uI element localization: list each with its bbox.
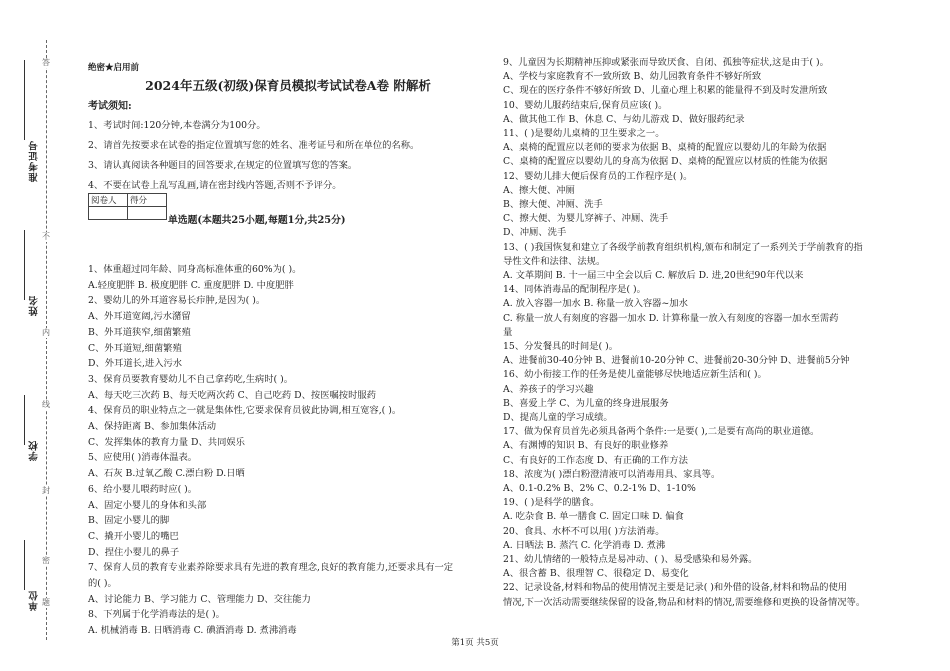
page-footer: 第1页 共5页 [451,638,499,648]
question-line: A、学校与家庭教育不一致所致 B、幼儿园教育条件不够好所致 [503,71,762,83]
question-line: 22、记录设备,材料和物品的使用情况主要是记录( )和外借的设备,材料和物品的使用 [503,582,848,594]
exam-number-label: 准考证号 [29,140,40,182]
question-line: C、有良好的工作态度 D、有正确的工作方法 [503,454,688,466]
grader-table [88,193,167,220]
seal-mark: 题 [42,598,50,607]
question-line: A、固定小婴儿的身体和头部 [88,499,207,511]
question-line: 16、幼小衔接工作的任务是使儿童能够尽快地适应新生活和( )。 [503,369,767,381]
question-line: C、桌椅的配置应以婴幼儿的身高为依据 D、桌椅的配置应以材质的性能为依据 [503,156,828,168]
question-line: 17、做为保育员首先必须具备两个条件:一是要( ),二是要有高尚的职业道德。 [503,426,820,438]
question-line: C. 称量一放人有刻度的容器一加水 D. 计算称量一放入有刻度的容器一加水至需药 [503,312,839,324]
question-line: D、捏住小婴儿的鼻子 [88,546,180,558]
note-item: 3、请认真阅读各种题目的回答要求,在规定的位置填写您的答案。 [88,160,358,171]
note-item: 4、不要在试卷上乱写乱画,请在密封线内答题,否则不予评分。 [88,180,342,191]
question-line: 10、婴幼儿服药结束后,保育员应该( )。 [503,99,668,111]
binding-margin [0,0,70,671]
question-line: 3、保育员要教育婴幼儿不自己拿药吃,生病时( )。 [88,373,294,385]
question-line: A、石灰 B.过氧乙酸 C.漂白粉 D.日晒 [88,468,245,480]
note-item: 1、考试时间:120分钟,本卷满分为100分。 [88,120,266,131]
name-label: 姓名 [29,295,40,316]
question-line: 14、同体消毒品的配制程序是( )。 [503,284,646,296]
question-line: B、擦大便、冲厕、洗手 [503,199,603,210]
question-line: 2、婴幼儿的外耳道容易长疖肿,是因为( )。 [88,295,266,307]
question-line: 7、保育人员的教育专业素养除要求具有先进的教育理念,良好的教育能力,还要求具有一定 [88,562,454,574]
question-line: B、外耳道狭窄,细菌繁殖 [88,326,191,338]
question-line: 4、保育员的职业特点之一就是集体性,它要求保育员彼此协调,相互宽容,( )。 [88,405,402,417]
question-line: A、保持距离 B、参加集体活动 [88,421,217,432]
question-line: A. 放入容器一加水 B. 称量一放入容器~加水 [503,298,688,310]
name-underline [24,230,25,300]
grader-blank[interactable] [89,207,128,220]
question-line: A. 文革期间 B. 十一届三中全会以后 C. 解放后 D. 进,20世纪90年代以来 [503,270,804,281]
unit-underline [24,540,25,590]
question-line: 19、( )是科学的膳食。 [503,497,600,509]
question-line: C、撬开小婴儿的嘴巴 [88,530,179,542]
question-line: A. 机械消毒 B. 日晒消毒 C. 碘酒消毒 D. 煮沸消毒 [88,625,297,637]
question-line: 量 [503,326,513,338]
question-line: A、进餐前30-40分钟 B、进餐前10-20分钟 C、进餐前20-30分钟 D、进餐前5分钟 [503,355,850,367]
section-heading: 单选题(本题共25小题,每题1分,共25分) [168,215,346,226]
question-line: A、外耳道宽阔,污水潴留 [88,311,191,323]
exam-number-underline [24,60,25,140]
question-line: A、做其他工作 B、休息 C、与幼儿游戏 D、做好服药纪录 [503,113,745,125]
seal-mark: 线 [42,400,50,409]
question-line: 5、应使用( )消毒体温表。 [88,452,198,464]
question-line: 15、分发餐具的时间是( )。 [503,341,619,352]
question-line: 的( )。 [88,578,117,589]
question-line: C、外耳道短,细菌繁殖 [88,342,182,354]
note-item: 2、请首先按要求在试卷的指定位置填写您的姓名、准考证号和所在单位的名称。 [88,140,420,151]
question-line: A. 吃杂食 B. 单一膳食 C. 固定口味 D. 偏食 [503,511,684,523]
question-line: D、提高儿童的学习成绩。 [503,412,613,423]
unit-label: 单位 [29,590,40,611]
question-line: C、现在的医疗条件不够好所致 D、儿童心理上积累的能量得不到及时发泄所致 [503,85,828,97]
secret-label: 绝密★启用前 [88,63,140,73]
score-blank[interactable] [128,207,167,220]
question-line: 18、浓度为( )漂白粉澄清液可以消毒用具、家具等。 [503,468,721,480]
page-title: 2024年五级(初级)保育员模拟考试试卷A卷 附解析 [145,78,431,93]
question-line: 13、( )我国恢复和建立了各级学前教育组织机构,颁布和制定了一系列关于学前教育的指 [503,241,863,253]
seal-mark: 答 [42,58,50,67]
school-label: 学校 [29,440,40,461]
seal-mark: 不 [42,232,50,241]
grader-cell: 阅卷人 [89,194,128,207]
notes-heading: 考试须知: [88,101,132,112]
question-line: C、擦大便、为婴儿穿裤子、冲厕、洗手 [503,213,669,225]
question-line: 1、体重超过同年龄、同身高标准体重的60%为( )。 [88,264,302,275]
question-line: 导性文件和法律、法规。 [503,255,606,267]
question-line: A、0.1-0.2% B、2% C、0.2-1% D、1-10% [503,483,696,494]
question-line: 11、( )是婴幼儿桌椅的卫生要求之一。 [503,128,665,139]
question-line: A. 日晒法 B. 蒸汽 C. 化学消毒 D. 煮沸 [503,539,666,551]
question-line: A、讨论能力 B、学习能力 C、管理能力 D、交往能力 [88,593,311,605]
question-line: B、喜爱上学 C、为儿童的终身进展服务 [503,397,669,409]
question-line: A、养孩子的学习兴趣 [503,383,594,395]
question-line: B、固定小婴儿的脚 [88,515,170,527]
question-line: 9、儿童因为长期精神压抑或紧张而导致厌食、自闭、孤独等症状,这是由于( )。 [503,57,829,68]
seal-mark: 封 [42,486,50,495]
question-line: A、有渊博的知识 B、有良好的职业修养 [503,440,669,452]
question-line: A、桌椅的配置应以老师的要求为依据 B、桌椅的配置应以婴幼儿的年龄为依据 [503,142,827,154]
seal-dashed-line [46,40,47,640]
question-line: D、冲厕、洗手 [503,227,567,239]
question-line: A、擦大便、冲厕 [503,184,575,196]
question-line: D、外耳道长,进入污水 [88,358,183,370]
question-line: 6、给小婴儿喂药时应( )。 [88,483,198,495]
seal-mark: 内 [42,328,50,337]
question-line: 8、下列属于化学消毒法的是( )。 [88,609,225,621]
question-line: A、很含蓄 B、很理智 C、很稳定 D、易变化 [503,568,689,580]
seal-mark: 密 [42,556,50,565]
question-line: C、发挥集体的教育力量 D、共同娱乐 [88,436,245,448]
question-line: 20、食具、水杯不可以用( )方法消毒。 [503,525,665,537]
question-line: 12、婴幼儿排大便后保育员的工作程序是( )。 [503,170,693,182]
school-underline [24,395,25,445]
question-line: A.轻度肥胖 B. 极度肥胖 C. 重度肥胖 D. 中度肥胖 [88,279,294,291]
question-line: 21、幼儿情绪的一般特点是易冲动、( )、易受感染和易外露。 [503,554,758,565]
question-line: 情况,下一次活动需要继续保留的设备,物品和材料的情况,需要维修和更换的设备情况等。 [503,596,866,608]
question-line: A、每天吃三次药 B、每天吃两次药 C、自己吃药 D、按医嘱按时服药 [88,389,376,401]
score-cell: 得分 [128,194,167,207]
